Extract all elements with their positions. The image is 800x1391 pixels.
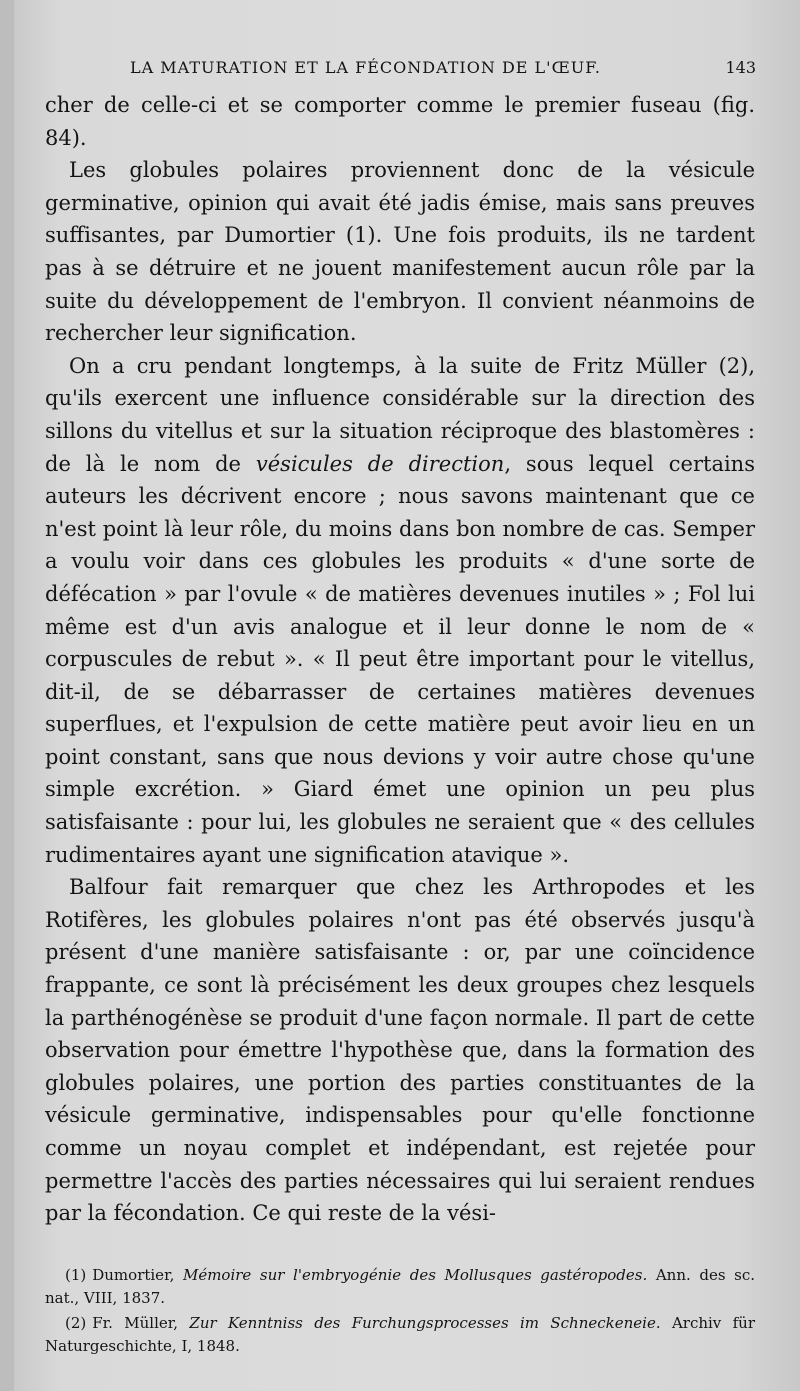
footnote-1	[45, 1264, 755, 1310]
paragraph-4: Balfour fait remarquer que chez les Arthropodes et les Rotifères, les globules polaires n'ont pas été observés jusqu'à présent d'une manière satisfaisante : or, par une coïncidence frappante, ce sont là précisément les deux groupes chez lesquels la parthénogénèse se produit d'une façon normale. Il part de cette observation pour émettre l'hypothèse que, dans la formation des globules polaires, une portion des parties constituantes de la vésicule germinative, indispensables pour qu'elle fonctionne comme un noyau complet et indépendant, est rejetée pour permettre l'accès des parties nécessaires qui lui seraient rendues par la fécondation. Ce qui reste de la vési-	[45, 875, 755, 1226]
paragraph-2: Les globules polaires proviennent donc de la vésicule germinative, opinion qui avait été jadis émise, mais sans preuves suffisantes, par Dumortier (1). Une fois produits, ils ne tardent pas à se détruire et ne jouent manifestement aucun rôle par la suite du développement de l'embryon. Il convient néanmoins de rechercher leur signification.	[45, 158, 755, 346]
body-text	[45, 89, 755, 1230]
running-title: LA MATURATION ET LA FÉCONDATION DE L'ŒUF.	[130, 58, 601, 77]
footnote-2-mark: (2)	[65, 1314, 87, 1332]
footnote-2-author: Fr. Müller,	[92, 1314, 179, 1332]
footnote-2-title: Zur Kenntniss des Furchungsprocesses im Schneckeneie.	[189, 1314, 661, 1332]
footnote-1-title: Mémoire sur l'embryogénie des Mollusques gastéropodes.	[182, 1266, 648, 1284]
paragraph-3-italic-term: vésicules de direction	[255, 451, 505, 476]
book-page	[14, 0, 800, 1391]
footnote-2	[45, 1312, 755, 1358]
footnote-1-source: Ann. des sc. nat., VIII, 1837.	[45, 1266, 755, 1307]
footnotes	[45, 1264, 755, 1360]
paragraph-3-text-a: On a cru pendant longtemps, à la suite de Fritz Müller (2), qu'ils exercent une influence considérable sur la direction des sillons du vitellus et sur la situation réciproque des blastomères : de là le nom de	[45, 353, 755, 476]
paragraph-1: cher de celle-ci et se comporter comme le premier fuseau (fig. 84).	[45, 93, 755, 150]
paragraph-3-text-b: , sous lequel certains auteurs les décrivent encore ; nous savons maintenant que ce n'est point là leur rôle, du moins dans bon nombre de cas. Semper a voulu voir dans ces globules les produits « d'une sorte de défécation » par l'ovule « de matières devenues inutiles » ; Fol lui même est d'un avis analogue et il leur donne le nom de « corpuscules de rebut ». « Il peut être important pour le vitellus, dit-il, de se débarrasser de certaines matières devenues superflues, et l'expulsion de cette matière peut avoir lieu en un point constant, sans que nous devions y voir autre chose qu'une simple excrétion. » Giard émet une opinion un peu plus satisfaisante : pour lui, les globules ne seraient que « des cellules rudimentaires ayant une signification atavique ».	[45, 451, 755, 867]
footnote-1-author: Dumortier,	[92, 1266, 175, 1284]
page-number: 143	[725, 58, 756, 77]
running-head	[130, 58, 756, 82]
paragraph-3	[45, 350, 755, 872]
footnote-2-source: Archiv für Naturgeschichte, I, 1848.	[45, 1314, 755, 1355]
footnote-1-mark: (1)	[65, 1266, 87, 1284]
